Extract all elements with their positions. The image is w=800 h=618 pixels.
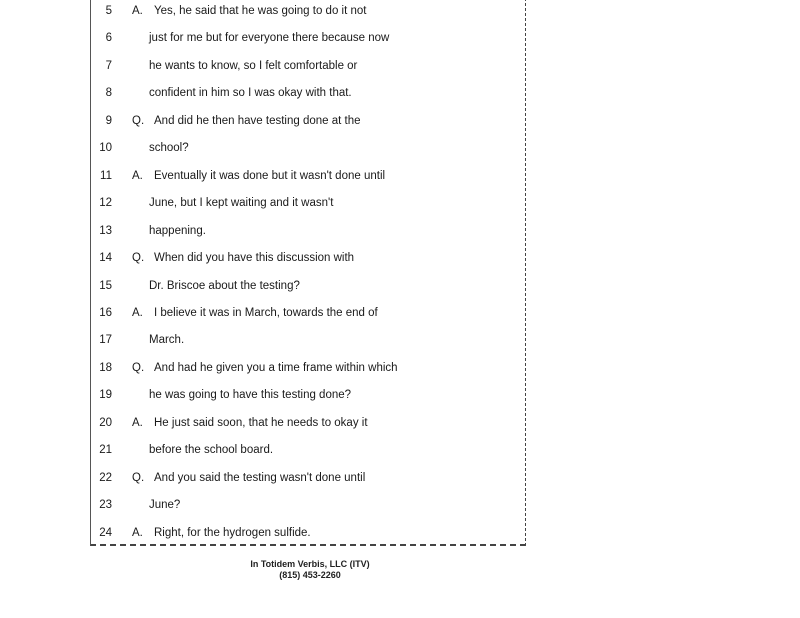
footer (210, 559, 410, 581)
transcript-line (90, 276, 526, 296)
line-text: June? (149, 499, 181, 512)
line-number: 22 (99, 471, 112, 484)
line-number: 21 (99, 444, 112, 457)
transcript-line (90, 385, 526, 405)
line-number: 8 (105, 87, 112, 100)
line-text: And did he then have testing done at the (154, 114, 361, 127)
speaker-label: Q. (132, 252, 145, 265)
line-text: he was going to have this testing done? (149, 389, 352, 402)
line-number: 14 (99, 252, 112, 265)
line-text: he wants to know, so I felt comfortable or (149, 59, 358, 72)
line-text: When did you have this discussion with (154, 252, 355, 265)
line-text: Dr. Briscoe about the testing? (149, 279, 300, 292)
line-number: 9 (105, 114, 112, 127)
line-number: 16 (99, 306, 112, 319)
line-text: happening. (149, 224, 206, 237)
transcript-line (90, 358, 526, 378)
speaker-label: A. (132, 5, 143, 17)
transcript-line (90, 495, 526, 515)
transcript-line (90, 468, 526, 488)
transcript-line (90, 193, 526, 213)
speaker-label: A. (132, 416, 143, 429)
line-number: 10 (99, 142, 112, 155)
transcript-line (90, 221, 526, 241)
transcript-line (90, 303, 526, 323)
line-text: before the school board. (149, 444, 274, 457)
line-number: 6 (105, 32, 112, 45)
speaker-label: Q. (132, 361, 145, 374)
line-number: 12 (99, 197, 112, 210)
transcript-line (90, 28, 526, 48)
page-border (90, 0, 526, 546)
line-number: 15 (99, 279, 112, 292)
transcript-line (90, 166, 526, 186)
line-number: 13 (99, 224, 112, 237)
line-text: And you said the testing wasn't done until (154, 471, 366, 484)
footer-company: In Totidem Verbis, LLC (ITV) (250, 559, 370, 569)
transcript-line (90, 1, 526, 21)
line-number: 24 (99, 526, 112, 539)
speaker-label: A. (132, 306, 143, 319)
line-text: Eventually it was done but it wasn't done until (154, 169, 386, 182)
line-number: 11 (100, 169, 112, 182)
line-text: confident in him so I was okay with that. (149, 87, 352, 100)
speaker-label: A. (132, 169, 143, 182)
line-text: March. (149, 334, 185, 347)
line-text: June, but I kept waiting and it wasn't (149, 197, 334, 210)
line-text: just for me but for everyone there because now (149, 32, 390, 45)
transcript-line (90, 138, 526, 158)
line-number: 7 (105, 59, 112, 72)
line-text: Yes, he said that he was going to do it not (154, 5, 367, 17)
transcript-line (90, 56, 526, 76)
line-text: school? (149, 142, 189, 155)
line-text: He just said soon, that he needs to okay it (154, 416, 368, 429)
line-number: 18 (99, 361, 112, 374)
transcript-line (90, 413, 526, 433)
transcript-line (90, 330, 526, 350)
speaker-label: Q. (132, 114, 145, 127)
line-text: Right, for the hydrogen sulfide. (154, 526, 311, 539)
line-number: 17 (99, 334, 112, 347)
transcript-line (90, 440, 526, 460)
speaker-label: Q. (132, 471, 145, 484)
line-text: I believe it was in March, towards the end of (154, 306, 378, 319)
transcript-line (90, 83, 526, 103)
line-text: And had he given you a time frame within which (154, 361, 398, 374)
line-number: 19 (99, 389, 112, 402)
transcript-line (90, 111, 526, 131)
line-number: 20 (99, 416, 112, 429)
line-number: 5 (105, 5, 112, 17)
footer-phone: (815) 453-2260 (279, 570, 341, 580)
transcript-line (90, 523, 526, 543)
transcript-line (90, 248, 526, 268)
speaker-label: A. (132, 526, 143, 539)
line-number: 23 (99, 499, 112, 512)
